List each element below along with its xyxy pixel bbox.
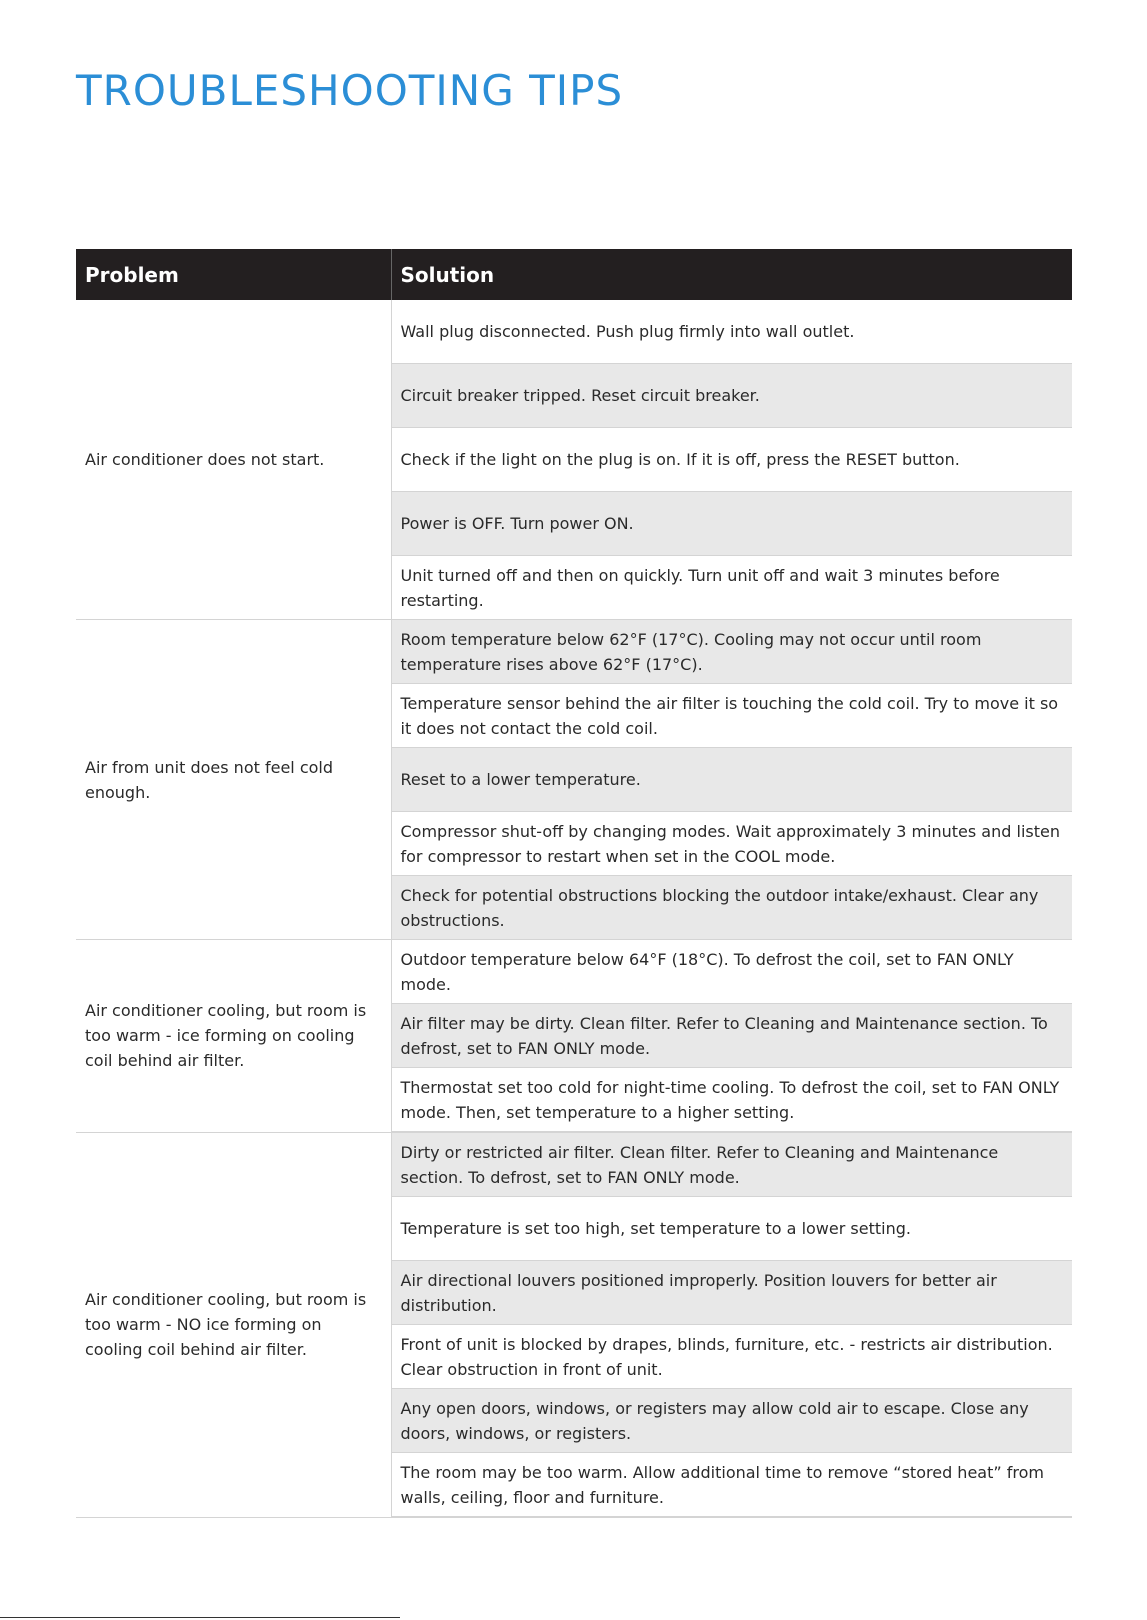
solution-cell: Reset to a lower temperature.	[391, 748, 1072, 812]
solution-cell: Check for potential obstructions blocking the outdoor intake/exhaust. Clear any obstructions.	[391, 876, 1072, 940]
table-row	[76, 300, 1072, 364]
page-title: TROUBLESHOOTING TIPS	[76, 66, 624, 115]
solution-cell: Dirty or restricted air filter. Clean filter. Refer to Cleaning and Maintenance section. To defrost, set to FAN ONLY mode.	[391, 1132, 1072, 1197]
column-header-solution: Solution	[391, 249, 1072, 300]
solution-cell: Power is OFF. Turn power ON.	[391, 492, 1072, 556]
footer-divider	[0, 1617, 400, 1618]
solution-cell: Compressor shut-off by changing modes. Wait approximately 3 minutes and listen for compressor to restart when set in the COOL mode.	[391, 812, 1072, 876]
solution-cell: Unit turned off and then on quickly. Turn unit off and wait 3 minutes before restarting.	[391, 556, 1072, 620]
solution-cell: Thermostat set too cold for night-time cooling. To defrost the coil, set to FAN ONLY mode. Then, set temperature to a higher setting.	[391, 1068, 1072, 1133]
solution-cell: Temperature sensor behind the air filter is touching the cold coil. Try to move it so it does not contact the cold coil.	[391, 684, 1072, 748]
solution-cell: Temperature is set too high, set temperature to a lower setting.	[391, 1197, 1072, 1261]
solution-cell: Any open doors, windows, or registers may allow cold air to escape. Close any doors, windows, or registers.	[391, 1389, 1072, 1453]
problem-cell: Air conditioner does not start.	[76, 300, 391, 620]
solution-cell: Check if the light on the plug is on. If it is off, press the RESET button.	[391, 428, 1072, 492]
solution-cell: Outdoor temperature below 64°F (18°C). To defrost the coil, set to FAN ONLY mode.	[391, 940, 1072, 1004]
solution-cell: Wall plug disconnected. Push plug firmly into wall outlet.	[391, 300, 1072, 364]
table-row	[76, 1132, 1072, 1197]
problem-cell: Air conditioner cooling, but room is too warm - ice forming on cooling coil behind air filter.	[76, 940, 391, 1133]
solution-cell: The room may be too warm. Allow additional time to remove “stored heat” from walls, ceiling, floor and furniture.	[391, 1453, 1072, 1518]
column-header-problem: Problem	[76, 249, 391, 300]
problem-cell: Air conditioner cooling, but room is too warm - NO ice forming on cooling coil behind air filter.	[76, 1132, 391, 1517]
problem-cell: Air from unit does not feel cold enough.	[76, 620, 391, 940]
troubleshooting-table	[76, 249, 1072, 1518]
solution-cell: Room temperature below 62°F (17°C). Cooling may not occur until room temperature rises above 62°F (17°C).	[391, 620, 1072, 684]
solution-cell: Circuit breaker tripped. Reset circuit breaker.	[391, 364, 1072, 428]
table-header-row	[76, 249, 1072, 300]
table-row	[76, 940, 1072, 1004]
solution-cell: Air directional louvers positioned improperly. Position louvers for better air distribution.	[391, 1261, 1072, 1325]
solution-cell: Air filter may be dirty. Clean filter. Refer to Cleaning and Maintenance section. To defrost, set to FAN ONLY mode.	[391, 1004, 1072, 1068]
solution-cell: Front of unit is blocked by drapes, blinds, furniture, etc. - restricts air distribution. Clear obstruction in front of unit.	[391, 1325, 1072, 1389]
table-row	[76, 620, 1072, 684]
